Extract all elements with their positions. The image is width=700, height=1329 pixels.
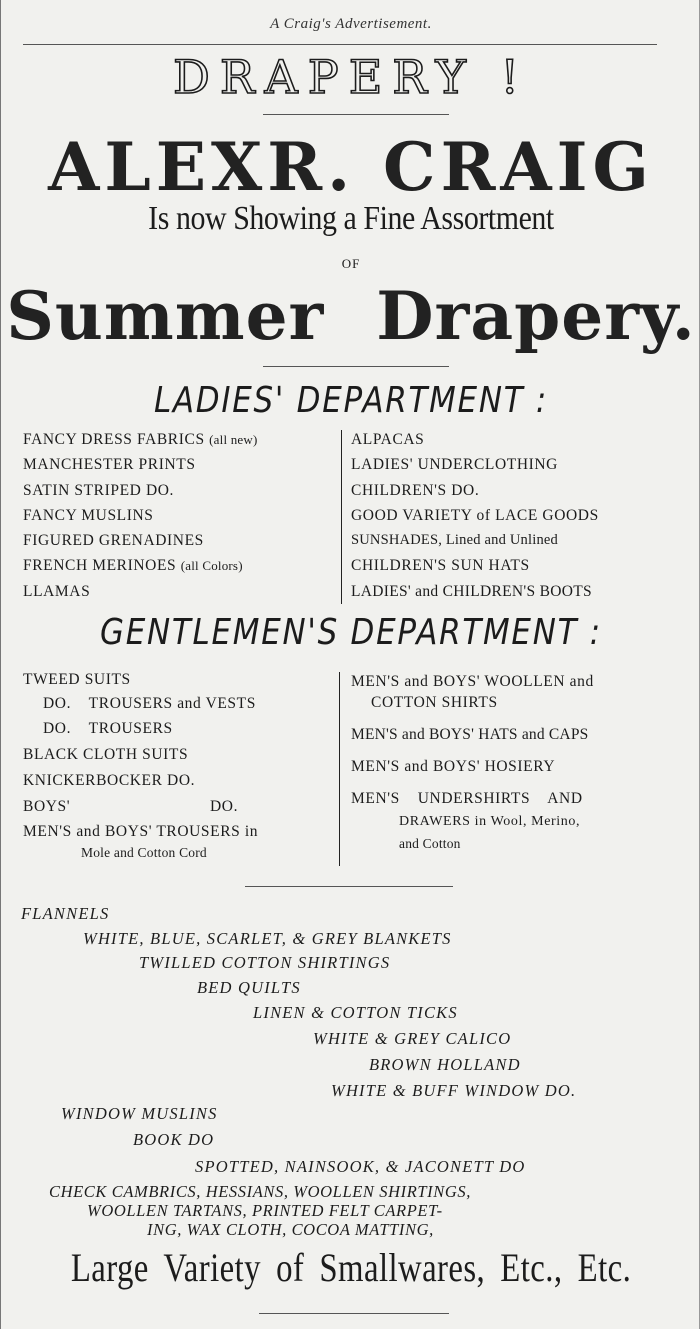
list-item: FANCY DRESS FABRICS (all new) xyxy=(23,431,258,448)
goods-muslins: WINDOW MUSLINS xyxy=(61,1104,218,1123)
list-item: MEN'S and BOYS' HATS and CAPS xyxy=(351,726,589,743)
list-item: CHILDREN'S SUN HATS xyxy=(351,557,530,575)
goods-flannels: FLANNELS xyxy=(21,904,110,923)
list-item-continued: and Cotton xyxy=(399,836,461,851)
list-item-continued: Mole and Cotton Cord xyxy=(81,845,207,860)
page-title: DRAPERY ! xyxy=(173,50,529,104)
list-item: MEN'S UNDERSHIRTS AND xyxy=(351,790,583,807)
list-item-ditto: DO. xyxy=(210,798,239,815)
list-item: DO. TROUSERS and VESTS xyxy=(43,695,256,712)
divider xyxy=(245,886,453,887)
list-item: MEN'S and BOYS' HOSIERY xyxy=(351,758,556,775)
list-note: (all new) xyxy=(209,432,258,447)
goods-calico: WHITE & GREY CALICO xyxy=(313,1029,512,1048)
goods-quilts: BED QUILTS xyxy=(197,978,301,997)
list-item: GOOD VARIETY of LACE GOODS xyxy=(351,506,599,524)
gentlemen-department-title: GENTLEMEN'S DEPARTMENT : xyxy=(100,612,602,653)
goods-check-line-2: WOOLLEN TARTANS, PRINTED FELT CARPET- xyxy=(87,1201,443,1220)
list-item: DO. TROUSERS xyxy=(43,720,173,737)
goods-check-line-3: ING, WAX CLOTH, COCOA MATTING, xyxy=(147,1220,434,1239)
list-item: SATIN STRIPED DO. xyxy=(23,481,175,499)
list-item: LADIES' and CHILDREN'S BOOTS xyxy=(351,582,592,600)
list-item: KNICKERBOCKER DO. xyxy=(23,772,196,789)
advertisement-header: A Craig's Advertisement. xyxy=(270,16,432,32)
list-item: LADIES' UNDERCLOTHING xyxy=(351,456,558,474)
goods-spotted: SPOTTED, NAINSOOK, & JACONETT DO xyxy=(195,1157,526,1176)
divider xyxy=(263,366,449,367)
list-item: LLAMAS xyxy=(23,582,91,600)
list-item: TWEED SUITS xyxy=(23,671,131,688)
divider xyxy=(23,44,657,45)
list-item: FIGURED GRENADINES xyxy=(23,532,204,550)
list-item: MEN'S and BOYS' TROUSERS in xyxy=(23,823,259,840)
divider xyxy=(263,114,449,115)
goods-blankets: WHITE, BLUE, SCARLET, & GREY BLANKETS xyxy=(83,929,452,948)
list-item-continued: COTTON SHIRTS xyxy=(371,694,498,711)
divider xyxy=(259,1313,449,1314)
list-item: MANCHESTER PRINTS xyxy=(23,456,196,474)
list-item: FRENCH MERINOES (all Colors) xyxy=(23,557,243,575)
column-divider xyxy=(339,672,340,866)
goods-check-line-1: CHECK CAMBRICS, HESSIANS, WOOLLEN SHIRTINGS, xyxy=(49,1182,471,1201)
ladies-right-list xyxy=(351,427,599,604)
goods-twilled: TWILLED COTTON SHIRTINGS xyxy=(139,953,391,972)
list-item: ALPACAS xyxy=(351,431,425,448)
of-line: OF xyxy=(341,256,361,271)
ladies-left-list xyxy=(23,427,258,604)
goods-ticks: LINEN & COTTON TICKS xyxy=(253,1003,458,1022)
list-item: FANCY MUSLINS xyxy=(23,506,154,524)
list-item: BLACK CLOTH SUITS xyxy=(23,746,189,763)
list-note: (all Colors) xyxy=(180,558,243,574)
list-item: CHILDREN'S DO. xyxy=(351,481,480,499)
list-item: SUNSHADES, Lined and Unlined xyxy=(351,532,558,549)
summer-drapery-heading: Summer Drapery. xyxy=(6,277,696,355)
showing-line: Is now Showing a Fine Assortment xyxy=(148,200,554,237)
merchant-name: ALEXR. CRAIG xyxy=(48,128,654,206)
goods-window: WHITE & BUFF WINDOW DO. xyxy=(331,1081,577,1100)
goods-holland: BROWN HOLLAND xyxy=(369,1055,521,1074)
footer-smallwares: Large Variety of Smallwares, Etc., Etc. xyxy=(70,1245,632,1290)
column-divider xyxy=(341,430,342,604)
list-item: BOYS' xyxy=(23,798,71,815)
goods-book: BOOK DO xyxy=(133,1130,215,1149)
list-item-continued: DRAWERS in Wool, Merino, xyxy=(399,814,581,829)
list-item: MEN'S and BOYS' WOOLLEN and xyxy=(351,673,594,690)
ladies-department-title: LADIES' DEPARTMENT : xyxy=(153,380,549,421)
